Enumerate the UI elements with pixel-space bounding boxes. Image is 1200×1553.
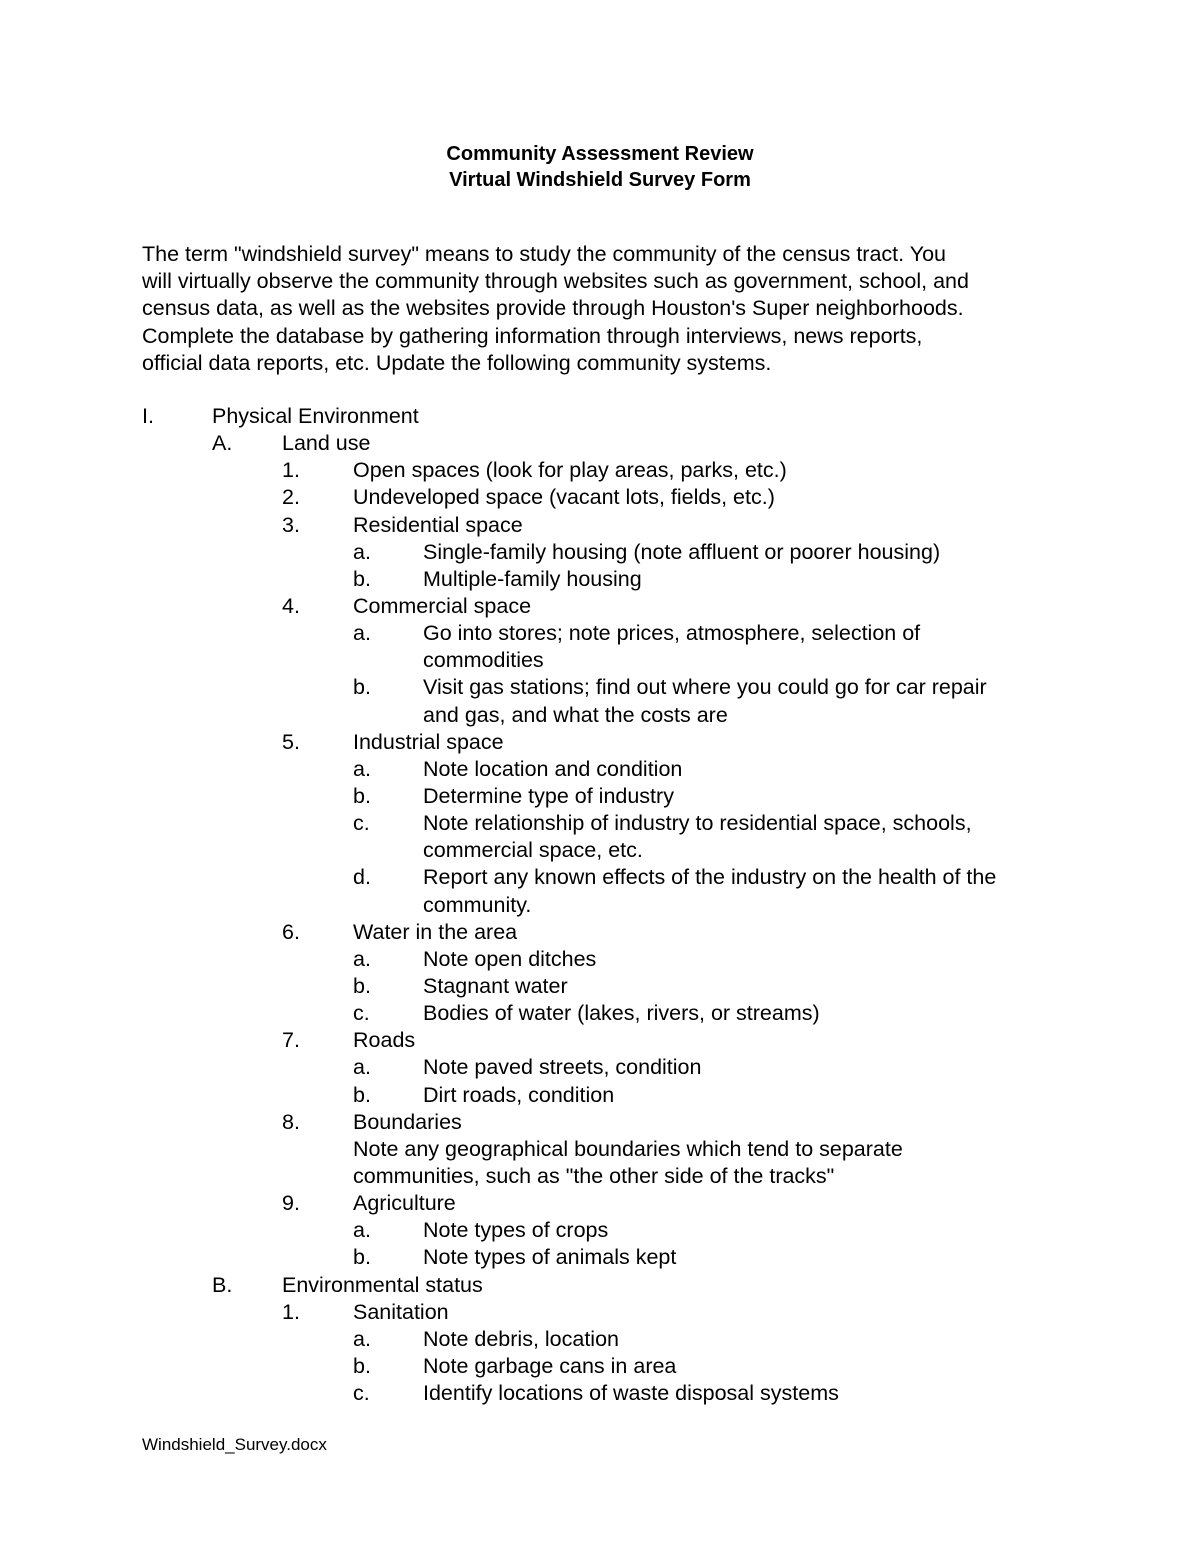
outline-text: Note garbage cans in area xyxy=(423,1353,677,1378)
outline-marker: c. xyxy=(353,811,370,836)
outline-marker: b. xyxy=(353,675,371,700)
outline-item xyxy=(0,1136,1200,1163)
outline-item xyxy=(0,457,1200,484)
outline-text: Go into stores; note prices, atmosphere, selection of xyxy=(423,621,921,646)
outline-item xyxy=(0,1054,1200,1081)
outline-text: Multiple-family housing xyxy=(423,566,642,591)
outline-text: Identify locations of waste disposal systems xyxy=(423,1381,839,1406)
outline-item xyxy=(0,484,1200,511)
intro-paragraph xyxy=(142,241,1062,377)
outline-item xyxy=(0,864,1200,891)
outline-marker: 9. xyxy=(282,1191,300,1216)
document-title: Community Assessment Review xyxy=(446,143,754,165)
survey-outline xyxy=(0,403,1200,1407)
outline-marker: b. xyxy=(353,973,371,998)
outline-text: Dirt roads, condition xyxy=(423,1082,615,1107)
outline-item xyxy=(0,1299,1200,1326)
outline-item xyxy=(0,539,1200,566)
outline-marker: 1. xyxy=(282,1299,300,1324)
outline-item xyxy=(0,512,1200,539)
outline-item xyxy=(0,1244,1200,1271)
intro-line: census data, as well as the websites provide through Houston's Super neighborhoods. xyxy=(142,296,964,321)
outline-marker: b. xyxy=(353,783,371,808)
outline-text: and gas, and what the costs are xyxy=(423,702,728,727)
outline-marker: b. xyxy=(353,1245,371,1270)
outline-item xyxy=(0,946,1200,973)
outline-marker: 1. xyxy=(282,458,300,483)
outline-marker: a. xyxy=(353,1218,371,1243)
outline-text: Determine type of industry xyxy=(423,783,674,808)
outline-item xyxy=(0,403,1200,430)
outline-item xyxy=(0,1272,1200,1299)
footer-filename: Windshield_Survey.docx xyxy=(142,1435,327,1454)
outline-marker: a. xyxy=(353,1326,371,1351)
outline-text: Note paved streets, condition xyxy=(423,1055,702,1080)
outline-item xyxy=(0,430,1200,457)
outline-marker: 7. xyxy=(282,1028,300,1053)
outline-text: Physical Environment xyxy=(212,404,419,428)
outline-item xyxy=(0,919,1200,946)
outline-text: Note debris, location xyxy=(423,1326,619,1351)
outline-marker: 5. xyxy=(282,729,300,754)
outline-text: Residential space xyxy=(353,512,523,537)
outline-marker: a. xyxy=(353,946,371,971)
outline-text: Open spaces (look for play areas, parks, etc.) xyxy=(353,458,787,483)
outline-marker: B. xyxy=(212,1272,233,1297)
outline-text: Single-family housing (note affluent or poorer housing) xyxy=(423,539,941,564)
outline-text: commodities xyxy=(423,648,544,673)
outline-marker: 8. xyxy=(282,1109,300,1134)
outline-marker: b. xyxy=(353,566,371,591)
outline-text: commercial space, etc. xyxy=(423,838,643,863)
outline-text: Water in the area xyxy=(353,919,518,944)
outline-text: Visit gas stations; find out where you could go for car repair xyxy=(423,675,987,700)
outline-text: Environmental status xyxy=(282,1272,483,1297)
intro-line: official data reports, etc. Update the following community systems. xyxy=(142,350,772,375)
outline-text: Commercial space xyxy=(353,593,532,618)
outline-marker: 6. xyxy=(282,919,300,944)
outline-item xyxy=(0,1027,1200,1054)
outline-text: Roads xyxy=(353,1028,416,1053)
outline-marker: 2. xyxy=(282,485,300,510)
outline-item xyxy=(0,1353,1200,1380)
intro-line: Complete the database by gathering information through interviews, news reports, xyxy=(142,323,923,348)
outline-item xyxy=(0,1380,1200,1407)
outline-text: Stagnant water xyxy=(423,973,568,998)
outline-marker: c. xyxy=(353,1381,370,1406)
outline-item xyxy=(0,1190,1200,1217)
outline-text: Note any geographical boundaries which tend to separate xyxy=(353,1136,903,1161)
outline-text: Note types of animals kept xyxy=(423,1245,677,1270)
outline-marker: a. xyxy=(353,756,371,781)
outline-marker: d. xyxy=(353,865,371,890)
outline-text: Industrial space xyxy=(353,729,504,754)
outline-item xyxy=(0,810,1200,837)
outline-marker: 4. xyxy=(282,593,300,618)
outline-text: Bodies of water (lakes, rivers, or streams) xyxy=(423,1001,820,1026)
outline-item xyxy=(0,1109,1200,1136)
outline-text: Boundaries xyxy=(353,1109,462,1134)
outline-item xyxy=(0,1326,1200,1353)
outline-text: Land use xyxy=(282,431,371,456)
outline-marker: c. xyxy=(353,1001,370,1026)
outline-item xyxy=(0,783,1200,810)
outline-item xyxy=(0,837,1200,864)
outline-marker: b. xyxy=(353,1353,371,1378)
document-subtitle: Virtual Windshield Survey Form xyxy=(449,169,751,191)
outline-text: Note open ditches xyxy=(423,946,597,971)
outline-item xyxy=(0,1217,1200,1244)
intro-line: The term "windshield survey" means to study the community of the census tract. You xyxy=(142,242,946,266)
outline-text: Note types of crops xyxy=(423,1218,609,1243)
outline-marker: b. xyxy=(353,1082,371,1107)
outline-text: Report any known effects of the industry on the health of the xyxy=(423,865,997,890)
outline-item xyxy=(0,973,1200,1000)
outline-text: Agriculture xyxy=(353,1191,456,1216)
outline-item xyxy=(0,566,1200,593)
outline-item xyxy=(0,1000,1200,1027)
outline-marker: A. xyxy=(212,431,233,456)
outline-marker: a. xyxy=(353,1055,371,1080)
outline-marker: a. xyxy=(353,621,371,646)
outline-marker: I. xyxy=(142,404,154,428)
outline-text: Note relationship of industry to residential space, schools, xyxy=(423,811,972,836)
outline-item xyxy=(0,1082,1200,1109)
outline-item xyxy=(0,647,1200,674)
outline-text: Undeveloped space (vacant lots, fields, etc.) xyxy=(353,485,775,510)
outline-item xyxy=(0,702,1200,729)
outline-item xyxy=(0,1163,1200,1190)
outline-marker: a. xyxy=(353,539,371,564)
outline-item xyxy=(0,892,1200,919)
outline-marker: 3. xyxy=(282,512,300,537)
outline-item xyxy=(0,756,1200,783)
outline-text: community. xyxy=(423,892,532,917)
outline-item xyxy=(0,674,1200,701)
outline-item xyxy=(0,729,1200,756)
outline-item xyxy=(0,620,1200,647)
outline-text: communities, such as "the other side of the tracks" xyxy=(353,1163,835,1188)
outline-text: Sanitation xyxy=(353,1299,449,1324)
intro-line: will virtually observe the community through websites such as government, school, and xyxy=(142,269,969,294)
outline-text: Note location and condition xyxy=(423,756,683,781)
outline-item xyxy=(0,593,1200,620)
